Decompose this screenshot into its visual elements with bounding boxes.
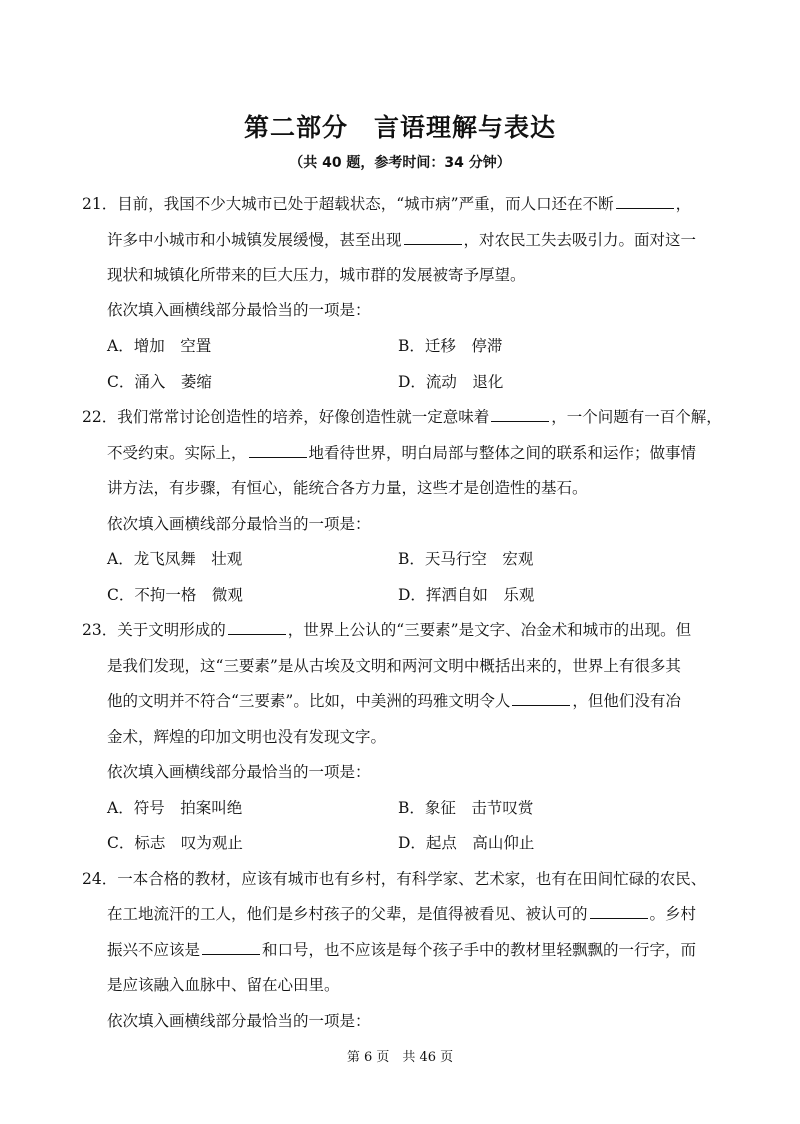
option-a[interactable]: A．龙飞凤舞 壮观 [107, 550, 243, 568]
page-footer: 第 6 页 共 46 页 [346, 1050, 454, 1065]
blank [228, 620, 286, 635]
blank [202, 940, 260, 955]
question-line: 在工地流汗的工人，他们是乡村孩子的父辈，是值得被看见、被认可的 。乡村 [107, 905, 697, 923]
question-prompt: 依次填入画横线部分最恰当的一项是： [107, 515, 371, 533]
option-b[interactable]: B．天马行空 宏观 [398, 550, 534, 568]
option-a[interactable]: A．增加 空置 [107, 337, 212, 355]
question-line: 21．目前，我国不少大城市已处于超载状态，“城市病”严重，而人口还在不断 ， [82, 195, 692, 213]
question-line: 22．我们常常讨论创造性的培养，好像创造性就一定意味着 ，一个问题有一百个解， [82, 408, 722, 426]
question-line: 是应该融入血脉中、留在心田里。 [107, 976, 340, 994]
question-line: 他的文明并不符合“三要素”。比如，中美洲的玛雅文明令人 ，但他们没有冶 [107, 692, 681, 710]
question-line: 23．关于文明形成的 ，世界上公认的“三要素”是文字、冶金术和城市的出现。但 [82, 621, 692, 639]
question-line: 许多中小城市和小城镇发展缓慢，甚至出现 ，对农民工失去吸引力。面对这一 [107, 231, 697, 249]
option-c[interactable]: C．涌入 萎缩 [107, 373, 212, 391]
option-c[interactable]: C．标志 叹为观止 [107, 834, 243, 852]
blank [404, 230, 462, 245]
blank [616, 194, 674, 209]
option-c[interactable]: C．不拘一格 微观 [107, 586, 243, 604]
question-prompt: 依次填入画横线部分最恰当的一项是： [107, 1012, 371, 1030]
question-line: 讲方法，有步骤，有恒心，能统合各方力量，这些才是创造性的基石。 [107, 479, 588, 497]
question-number: 21． [82, 195, 118, 213]
question-number: 23． [82, 621, 118, 639]
option-a[interactable]: A．符号 拍案叫绝 [107, 799, 243, 817]
option-d[interactable]: D．流动 退化 [398, 373, 504, 391]
option-d[interactable]: D．挥洒自如 乐观 [398, 586, 535, 604]
question-line: 是我们发现，这“三要素”是从古埃及文明和两河文明中概括出来的，世界上有很多其 [107, 657, 681, 675]
option-d[interactable]: D．起点 高山仰止 [398, 834, 535, 852]
section-subtitle: （共 40 题，参考时间：34 分钟） [289, 155, 511, 171]
section-title: 第二部分 言语理解与表达 [243, 113, 556, 142]
question-line: 金术，辉煌的印加文明也没有发现文字。 [107, 728, 387, 746]
blank [590, 904, 648, 919]
question-line: 不受约束。实际上， 地看待世界，明白局部与整体之间的联系和运作；做事情 [107, 444, 697, 462]
question-number: 24． [82, 870, 118, 888]
option-b[interactable]: B．迁移 停滞 [398, 337, 503, 355]
blank [249, 443, 307, 458]
question-prompt: 依次填入画横线部分最恰当的一项是： [107, 301, 371, 319]
question-number: 22． [82, 408, 118, 426]
question-line: 现状和城镇化所带来的巨大压力，城市群的发展被寄予厚望。 [107, 266, 526, 284]
option-b[interactable]: B．象征 击节叹赏 [398, 799, 534, 817]
question-prompt: 依次填入画横线部分最恰当的一项是： [107, 763, 371, 781]
blank [491, 407, 549, 422]
question-line: 24．一本合格的教材，应该有城市也有乡村，有科学家、艺术家，也有在田间忙碌的农民、 [82, 870, 707, 888]
blank [512, 691, 570, 706]
question-line: 振兴不应该是 和口号，也不应该是每个孩子手中的教材里轻飘飘的一行字，而 [107, 941, 697, 959]
